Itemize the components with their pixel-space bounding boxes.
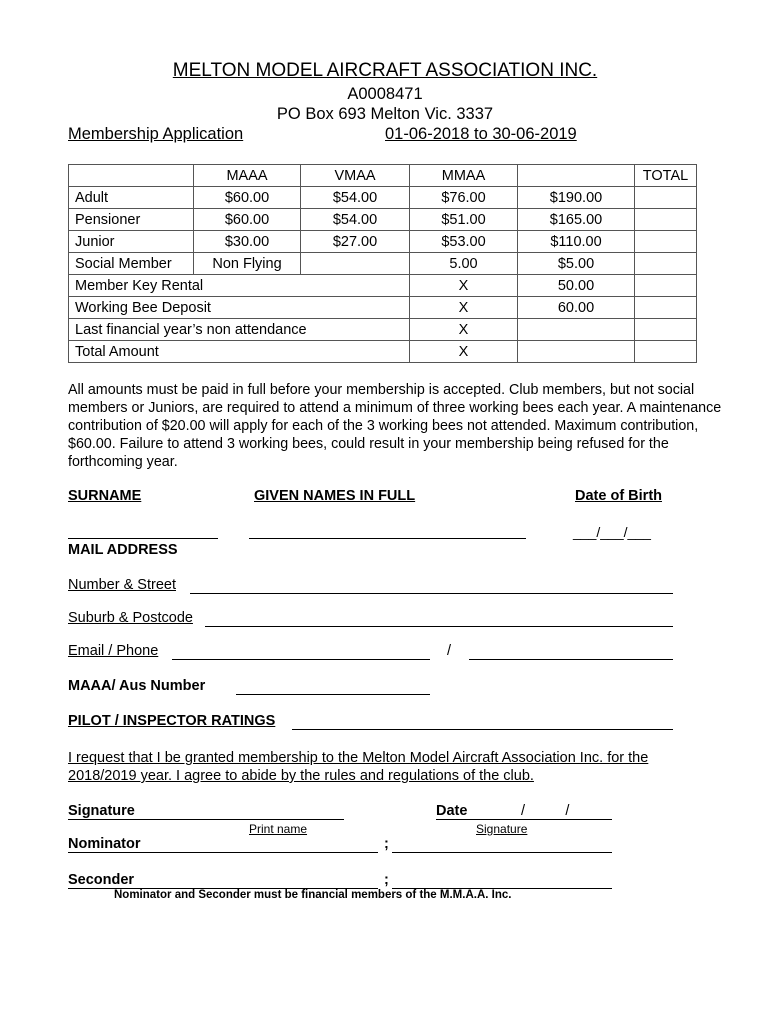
maaa-fee: $30.00 [194,231,301,253]
maaa-fee: Non Flying [194,253,301,275]
email-input[interactable] [172,659,430,660]
signature-input[interactable] [68,819,344,820]
table-row [69,275,697,297]
row-sum: $110.00 [518,231,635,253]
table-row [69,231,697,253]
total-cell[interactable] [635,341,697,363]
table-row [69,209,697,231]
print-name-caption: Print name [249,822,308,836]
row-label: Junior [69,231,194,253]
maaa-number-label: MAAA/ Aus Number [68,678,206,694]
page-title: MELTON MODEL AIRCRAFT ASSOCIATION INC. [172,60,598,81]
membership-period: 01-06-2018 to 30-06-2019 [385,125,577,143]
maaa-fee: $60.00 [194,209,301,231]
maaa-number-input[interactable] [236,694,430,695]
dob-input[interactable]: ___/___/___ [573,524,651,540]
vmaa-fee: $54.00 [301,187,410,209]
total-cell[interactable] [635,209,697,231]
mmaa-fee: X [410,297,518,319]
registration-number: A0008471 [347,85,423,103]
date-input[interactable] [436,819,612,820]
table-row [69,187,697,209]
seconder-separator: ; [384,872,389,888]
nominator-separator: ; [384,836,389,852]
row-label: Last financial year’s non attendance [69,319,410,341]
table-header-row [69,165,697,187]
declaration-line-2: 2018/2019 year. I agree to abide by the rules and regulations of the club. [68,768,534,784]
total-cell[interactable] [635,319,697,341]
col-mmaa: MMAA [410,165,518,187]
row-label: Social Member [69,253,194,275]
vmaa-fee [301,253,410,275]
nominator-name-input[interactable] [68,852,378,853]
mmaa-fee: X [410,319,518,341]
maaa-fee: $60.00 [194,187,301,209]
vmaa-fee: $54.00 [301,209,410,231]
street-label: Number & Street [68,577,176,593]
signature-caption: Signature [476,822,528,836]
nominator-label: Nominator [68,836,141,852]
mmaa-fee: X [410,275,518,297]
given-names-input[interactable] [249,538,526,539]
email-phone-separator: / [447,643,452,659]
total-cell[interactable] [635,297,697,319]
seconder-label: Seconder [68,872,135,888]
row-label: Member Key Rental [69,275,410,297]
table-row [69,253,697,275]
row-sum[interactable] [518,319,635,341]
date-label: Date [436,803,468,819]
row-label: Total Amount [69,341,410,363]
postal-address: PO Box 693 Melton Vic. 3337 [276,105,494,123]
nominator-signature-input[interactable] [392,852,612,853]
ratings-input[interactable] [292,729,673,730]
fee-table [68,164,697,363]
row-sum[interactable] [518,341,635,363]
total-cell[interactable] [635,231,697,253]
payment-notice: All amounts must be paid in full before your membership is accepted. Club members, but not social members or Juniors, are required to attend a minimum of three working bees each year. A maintenance contribution of $20.00 will apply for each of the 3 working bees not attended. Maximum contribution, $60.00. Failure to attend 3 working bees, could result in your membership being refused for the forthcoming year. [68,382,722,470]
row-sum: 50.00 [518,275,635,297]
street-input[interactable] [190,593,673,594]
row-sum: $5.00 [518,253,635,275]
phone-input[interactable] [469,659,673,660]
mmaa-fee: $53.00 [410,231,518,253]
mail-address-heading: MAIL ADDRESS [68,542,178,558]
mmaa-fee: $51.00 [410,209,518,231]
footnote: Nominator and Seconder must be financial members of the M.M.A.A. Inc. [114,889,512,901]
mmaa-fee: X [410,341,518,363]
row-label: Working Bee Deposit [69,297,410,319]
table-row [69,297,697,319]
ratings-label: PILOT / INSPECTOR RATINGS [68,713,276,729]
row-label: Pensioner [69,209,194,231]
dob-label: Date of Birth [575,488,662,504]
surname-input[interactable] [68,538,218,539]
col-vmaa: VMAA [301,165,410,187]
given-names-label: GIVEN NAMES IN FULL [254,488,416,504]
form-name: Membership Application [68,125,244,143]
mmaa-fee: $76.00 [410,187,518,209]
col-maaa: MAAA [194,165,301,187]
declaration-line-1: I request that I be granted membership to the Melton Model Aircraft Association Inc. for the [68,750,649,766]
row-sum: $165.00 [518,209,635,231]
vmaa-fee: $27.00 [301,231,410,253]
table-row [69,319,697,341]
table-row [69,341,697,363]
total-cell[interactable] [635,275,697,297]
date-slashes: / / [521,803,570,819]
suburb-input[interactable] [205,626,673,627]
row-label: Adult [69,187,194,209]
suburb-label: Suburb & Postcode [68,610,193,626]
total-cell[interactable] [635,187,697,209]
col-total: TOTAL [635,165,697,187]
signature-label: Signature [68,803,135,819]
total-cell[interactable] [635,253,697,275]
row-sum: 60.00 [518,297,635,319]
mmaa-fee: 5.00 [410,253,518,275]
email-phone-label: Email / Phone [68,643,159,659]
row-sum: $190.00 [518,187,635,209]
surname-label: SURNAME [68,488,142,504]
